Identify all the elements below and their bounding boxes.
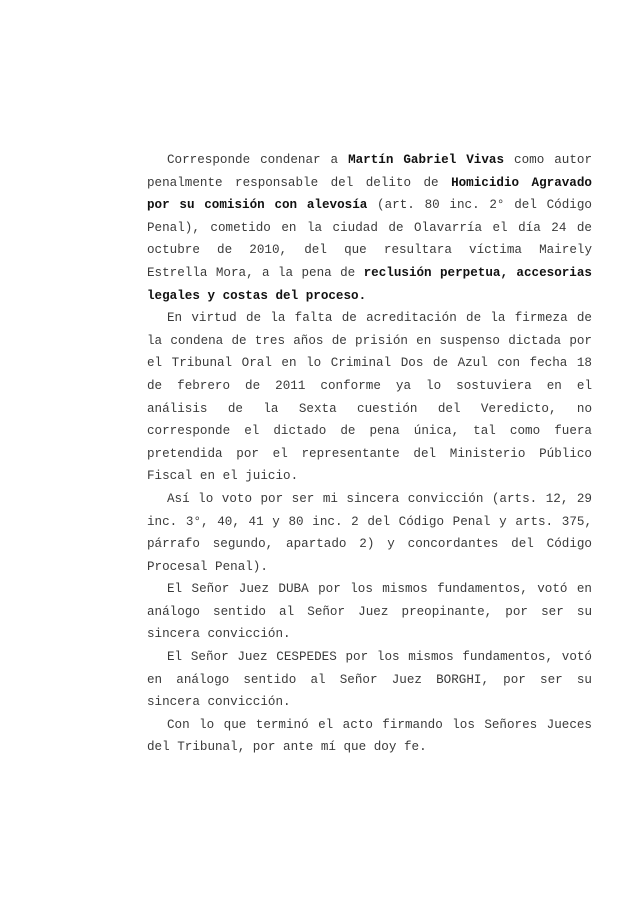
text-run: El Señor Juez DUBA por los mismos fundamentos, votó en análogo sentido al Señor Juez preopinante, por ser su sincera convicción. xyxy=(147,582,592,642)
text-run: Corresponde condenar a xyxy=(167,153,349,167)
paragraph-judge-duba xyxy=(147,578,592,646)
sentence-penalty: reclusión perpetua, accesorias legales y costas del proceso. xyxy=(147,265,592,303)
paragraph-single-penalty xyxy=(147,307,592,488)
paragraph-vote xyxy=(147,488,592,578)
text-run: El Señor Juez CESPEDES por los mismos fundamentos, votó en análogo sentido al Señor Juez BORGHI, por ser su sincera convicción. xyxy=(147,650,592,710)
paragraph-closing xyxy=(147,714,592,759)
defendant-name: Martín Gabriel Vivas xyxy=(348,153,505,167)
text-run: Con lo que terminó el acto firmando los Señores Jueces del Tribunal, por ante mí que doy fe. xyxy=(147,717,592,755)
text-run: (art. 80 inc. 2° del Código Penal), cometido en la ciudad de Olavarría el día 24 de octubre de 2010, del que resultara víctima Mairely Estrella Mora, a la pena de xyxy=(147,198,592,280)
crime-name: Homicidio Agravado por su comisión con alevosía xyxy=(147,175,592,213)
document-body xyxy=(147,149,592,759)
text-run: como autor penalmente responsable del delito de xyxy=(147,153,593,190)
paragraph-judge-cespedes xyxy=(147,646,592,714)
paragraph-sentence xyxy=(147,149,592,307)
text-run: En virtud de la falta de acreditación de la firmeza de la condena de tres años de prisión en suspenso dictada por el Tribunal Oral en lo Criminal Dos de Azul con fecha 18 de febrero de 2011 conforme ya lo sostuviera en el análisis de la Sexta cuestión del Veredicto, no corresponde el dictado de pena única, tal como fuera pretendida por el representante del Ministerio Público Fiscal en el juicio. xyxy=(147,311,592,484)
text-run: Así lo voto por ser mi sincera convicción (arts. 12, 29 inc. 3°, 40, 41 y 80 inc. 2 del Código Penal y arts. 375, párrafo segundo, apartado 2) y concordantes del Código Procesal Penal). xyxy=(147,491,592,574)
